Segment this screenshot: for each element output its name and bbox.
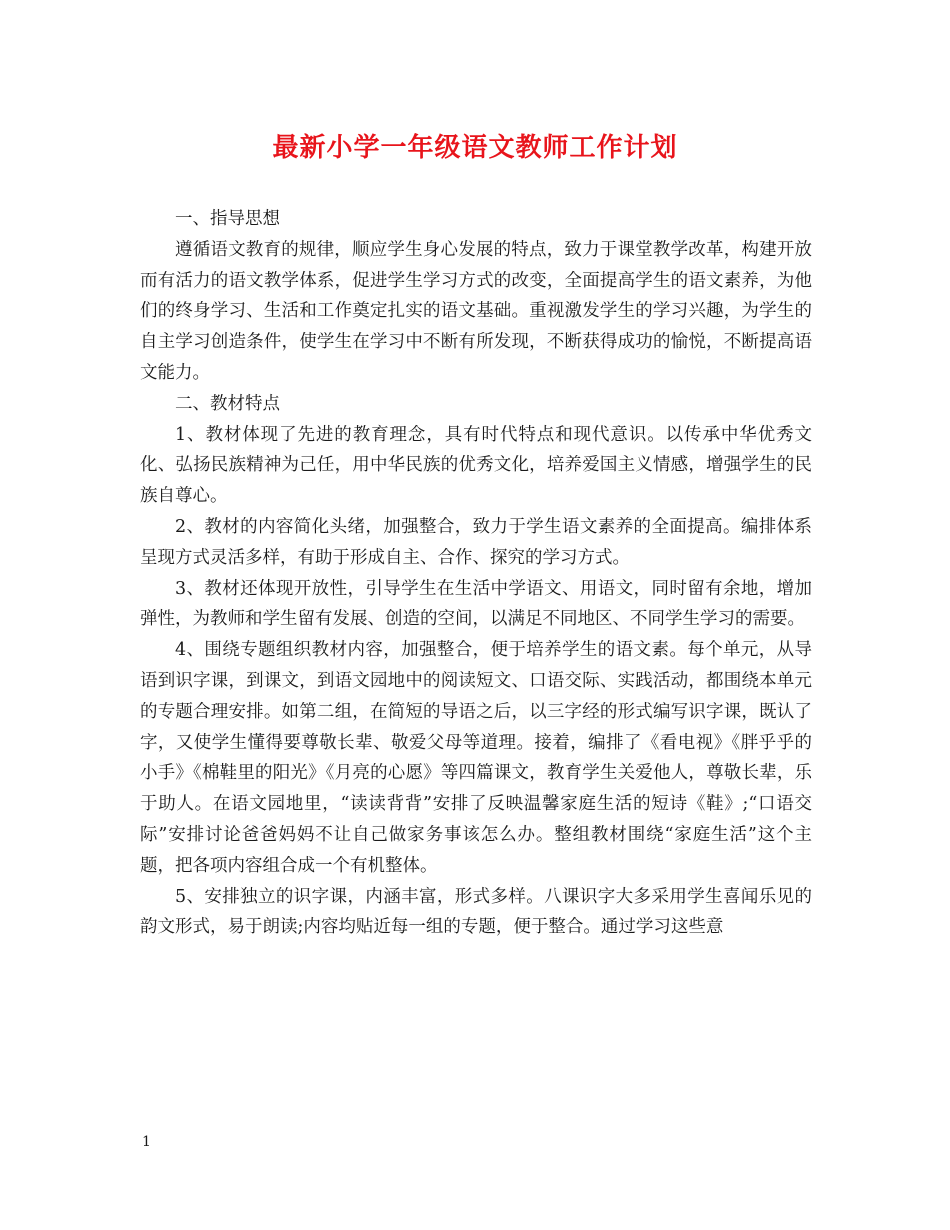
paragraph-feature-5: 5、安排独立的识字课，内涵丰富，形式多样。八课识字大多采用学生喜闻乐见的韵文形式，易于朗读;内容均贴近每一组的专题，便于整合。通过学习这些意	[140, 886, 812, 938]
paragraph-feature-2: 2、教材的内容简化头绪，加强整合，致力于学生语文素养的全面提高。编排体系呈现方式灵活多样，有助于形成自主、合作、探究的学习方式。	[140, 516, 812, 568]
document-title: 最新小学一年级语文教师工作计划	[272, 133, 678, 163]
paragraph-feature-4: 4、围绕专题组织教材内容，加强整合，便于培养学生的语文素。每个单元，从导语到识字课，到课文，到语文园地中的阅读短文、口语交际、实践活动，都围绕本单元的专题合理安排。如第二组，在简短的导语之后，以三字经的形式编写识字课，既认了字，又使学生懂得要尊敬长辈、敬爱父母等道理。接着，编排了《看电视》《胖乎乎的小手》《棉鞋里的阳光》《月亮的心愿》等四篇课文，教育学生关爱他人，尊敬长辈，乐于助人。在语文园地里，“读读背背”安排了反映温馨家庭生活的短诗《鞋》;“口语交际”安排讨论爸爸妈妈不让自己做家务事该怎么办。整组教材围绕“家庭生活”这个主题，把各项内容组合成一个有机整体。	[140, 640, 812, 876]
page-number: 1	[142, 1134, 151, 1150]
paragraph-feature-1: 1、教材体现了先进的教育理念，具有时代特点和现代意识。以传承中华优秀文化、弘扬民族精神为己任，用中华民族的优秀文化，培养爱国主义情感，增强学生的民族自尊心。	[140, 424, 812, 507]
section-heading-textbook-features: 二、教材特点	[175, 393, 280, 414]
section-heading-guiding-ideology: 一、指导思想	[175, 209, 280, 229]
paragraph-feature-3: 3、教材还体现开放性，引导学生在生活中学语文、用语文，同时留有余地，增加弹性，为教师和学生留有发展、创造的空间，以满足不同地区、不同学生学习的需要。	[140, 578, 812, 630]
paragraph-guiding-ideology: 遵循语文教育的规律，顺应学生身心发展的特点，致力于课堂教学改革，构建开放而有活力的语文教学体系，促进学生学习方式的改变，全面提高学生的语文素养，为他们的终身学习、生活和工作奠定扎实的语文基础。重视激发学生的学习兴趣，为学生的自主学习创造条件，使学生在学习中不断有所发现，不断获得成功的愉悦，不断提高语文能力。	[140, 239, 812, 383]
document-body	[140, 204, 812, 943]
